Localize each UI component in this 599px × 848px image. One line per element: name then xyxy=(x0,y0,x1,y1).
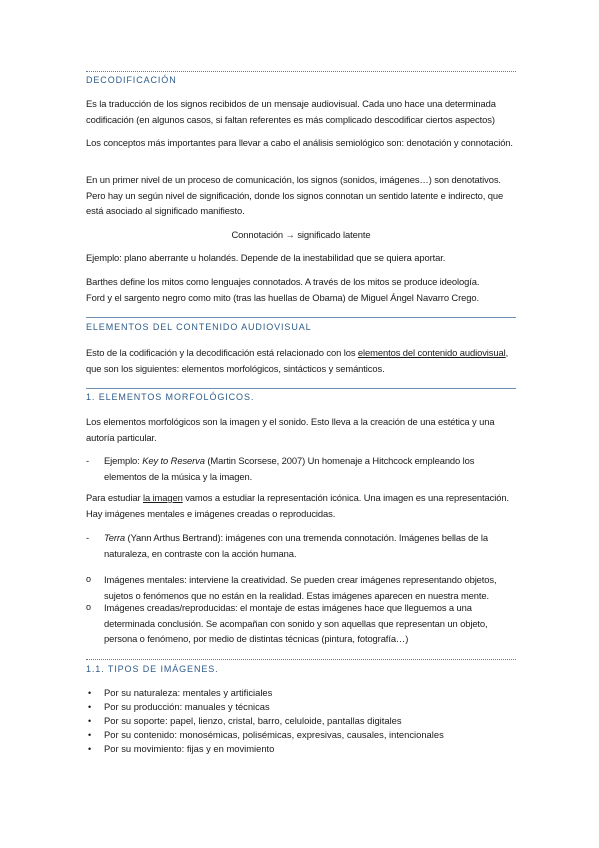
text: (Yann Arthus Bertrand): imágenes con una tremenda connotación. Imágenes bellas de la naturaleza, en contraste con la acción humana. xyxy=(104,532,488,559)
list-item: Por su movimiento: fijas y en movimiento xyxy=(104,743,275,754)
bullet-marker: • xyxy=(88,744,92,754)
section-divider xyxy=(86,71,516,72)
paragraph-definition: Es la traducción de los signos recibidos de un mensaje audiovisual. Cada uno hace una determinada codificación (en algunos casos, si faltan referentes es más complicado descodificar ciertos aspectos) xyxy=(86,98,496,125)
paragraph-imagen xyxy=(86,490,516,521)
film-title: Key to Reserva xyxy=(142,455,205,466)
link-elementos: elementos del contenido audiovisual xyxy=(357,347,506,358)
film-title: Terra xyxy=(104,532,126,543)
bullet-marker: • xyxy=(88,688,92,698)
section-divider xyxy=(86,388,516,389)
heading-tipos: 1.1. TIPOS DE IMÁGENES. xyxy=(86,664,219,674)
connotation-formula: Connotación → significado latente xyxy=(231,229,371,240)
paragraph-barthes: Barthes define los mitos como lenguajes connotados. A través de los mitos se produce ideología. xyxy=(86,276,480,287)
heading-elementos: ELEMENTOS DEL CONTENIDO AUDIOVISUAL xyxy=(86,322,312,332)
text: (Martin Scorsese, 2007) Un homenaje a Hitchcock empleando los elementos de la música y la imagen. xyxy=(104,455,475,482)
text: Esto de la codificación y la decodificación está relacionado con los xyxy=(86,347,358,358)
paragraph-concepts: Los conceptos más importantes para llevar a cabo el análisis semiológico son: denotación y connotación. xyxy=(86,137,513,148)
dash-marker: - xyxy=(86,532,90,543)
bullet-marker: • xyxy=(88,730,92,740)
list-item: Por su contenido: monosémicas, polisémicas, expresivas, causales, intencionales xyxy=(104,729,444,740)
item-imagenes-mentales: Imágenes mentales: interviene la creatividad. Se pueden crear imágenes representando objetos, sujetos o fenómenos que no están en la realidad. Estas imágenes aparecen en nuestra mente. xyxy=(104,574,497,601)
item-terra xyxy=(104,530,514,561)
paragraph-levels: En un primer nivel de un proceso de comunicación, los signos (sonidos, imágenes…) son denotativos. Pero hay un según nivel de significación, donde los signos connotan un sentido latente e indirecto, que está asociado al significado manifiesto. xyxy=(86,174,504,216)
item-imagenes-creadas: Imágenes creadas/reproducidas: el montaje de estas imágenes hace que lleguemos a una determinada conclusión. Se acompañan con sonido y son aquellas que representan un objeto, persona o fenómeno, por medio de distintas técnicas (pintura, fotografía…) xyxy=(104,602,488,644)
paragraph-example: Ejemplo: plano aberrante u holandés. Depende de la inestabilidad que se quiera aportar. xyxy=(86,252,446,263)
paragraph-elementos xyxy=(86,345,516,376)
heading-decodificacion: DECODIFICACIÓN xyxy=(86,75,177,85)
bullet-marker: • xyxy=(88,716,92,726)
link-imagen: la imagen xyxy=(142,492,183,503)
paragraph-morfologicos: Los elementos morfológicos son la imagen y el sonido. Esto lleva a la creación de una estética y una autoría particular. xyxy=(86,416,495,443)
list-item: Por su producción: manuales y técnicas xyxy=(104,701,270,712)
text: Para estudiar xyxy=(86,492,143,503)
section-divider xyxy=(86,659,516,660)
item-key-to-reserva xyxy=(104,453,514,484)
list-item: Por su naturaleza: mentales y artificiales xyxy=(104,687,273,698)
circle-marker: o xyxy=(86,602,92,612)
section-divider xyxy=(86,317,516,318)
paragraph-ford: Ford y el sargento negro como mito (tras las huellas de Obama) de Miguel Ángel Navarro Crego. xyxy=(86,292,479,303)
text: , que son los siguientes: elementos morfológicos, sintácticos y semánticos. xyxy=(86,347,509,374)
heading-morfologicos: 1. ELEMENTOS MORFOLÓGICOS. xyxy=(86,392,255,402)
list-item: Por su soporte: papel, lienzo, cristal, barro, celuloide, pantallas digitales xyxy=(104,715,402,726)
dash-marker: - xyxy=(86,455,90,466)
circle-marker: o xyxy=(86,574,92,584)
text: Ejemplo: xyxy=(104,455,143,466)
bullet-marker: • xyxy=(88,702,92,712)
text: vamos a estudiar la representación icónica. Una imagen es una representación. Hay imágenes mentales e imágenes creadas o reproducidas. xyxy=(86,492,509,519)
